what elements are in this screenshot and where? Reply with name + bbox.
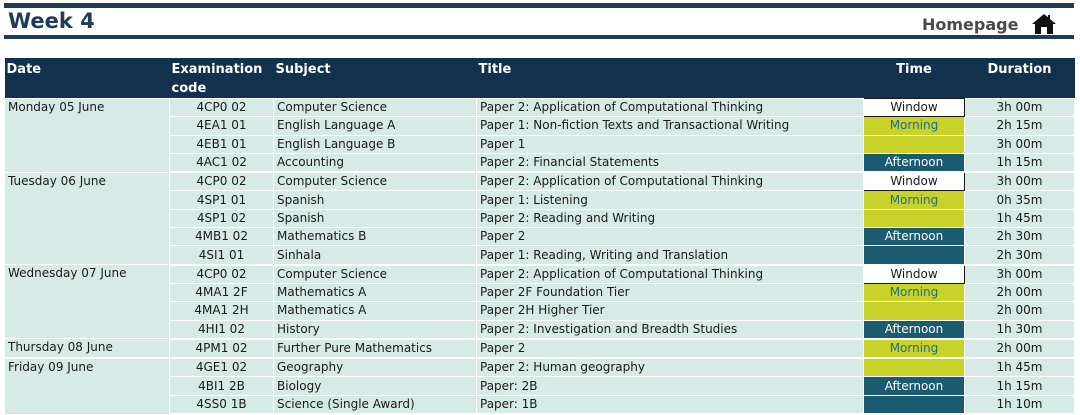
- cell-exam-code: 4CP0 02: [170, 265, 274, 284]
- cell-title: Paper 2: Application of Computational Thinking: [477, 172, 864, 191]
- cell-duration: 2h 00m: [965, 302, 1075, 320]
- cell-subject: Mathematics A: [274, 302, 477, 320]
- cell-title: Paper 2H Higher Tier: [477, 302, 864, 320]
- cell-time-afternoon: Afternoon: [864, 320, 965, 339]
- cell-subject: Mathematics A: [274, 283, 477, 301]
- cell-title: Paper 1: Non-fiction Texts and Transactional Writing: [477, 117, 864, 135]
- cell-duration: 2h 15m: [965, 117, 1075, 135]
- cell-time-afternoon: [864, 395, 965, 414]
- cell-time-morning: [864, 135, 965, 153]
- table-row: [5, 358, 1075, 377]
- cell-title: Paper 2: Investigation and Breadth Studies: [477, 320, 864, 339]
- cell-title: Paper 2: [477, 228, 864, 246]
- cell-exam-code: 4AC1 02: [170, 153, 274, 172]
- cell-title: Paper 2: Application of Computational Thinking: [477, 99, 864, 117]
- cell-title: Paper 1: Reading, Writing and Translation: [477, 246, 864, 265]
- cell-date: Tuesday 06 June: [5, 172, 170, 264]
- cell-exam-code: 4MA1 2F: [170, 283, 274, 301]
- cell-exam-code: 4SS0 1B: [170, 395, 274, 414]
- cell-time-morning: [864, 302, 965, 320]
- cell-time-morning: Morning: [864, 339, 965, 358]
- header-bottom-rule: [4, 35, 1074, 39]
- cell-duration: 1h 10m: [965, 395, 1075, 414]
- cell-duration: 2h 00m: [965, 283, 1075, 301]
- cell-time-morning: [864, 209, 965, 227]
- col-header-title: Title: [477, 58, 864, 99]
- col-header-duration: Duration: [965, 58, 1075, 99]
- cell-subject: Computer Science: [274, 172, 477, 191]
- cell-time-afternoon: [864, 246, 965, 265]
- cell-duration: 3h 00m: [965, 265, 1075, 284]
- header-top-rule: [4, 3, 1074, 8]
- cell-subject: Geography: [274, 358, 477, 377]
- cell-title: Paper: 1B: [477, 395, 864, 414]
- cell-subject: Further Pure Mathematics: [274, 339, 477, 358]
- cell-date: Thursday 08 June: [5, 339, 170, 358]
- cell-time-afternoon: Afternoon: [864, 153, 965, 172]
- cell-duration: 3h 00m: [965, 99, 1075, 117]
- table-header-row: [5, 58, 1075, 99]
- cell-time-window: Window: [864, 172, 965, 191]
- cell-title: Paper 2: Financial Statements: [477, 153, 864, 172]
- cell-title: Paper: 2B: [477, 377, 864, 395]
- cell-duration: 0h 35m: [965, 191, 1075, 209]
- exam-timetable: [4, 58, 1075, 415]
- cell-exam-code: 4CP0 02: [170, 172, 274, 191]
- cell-duration: 3h 00m: [965, 172, 1075, 191]
- cell-exam-code: 4PM1 02: [170, 339, 274, 358]
- col-header-subject: Subject: [274, 58, 477, 99]
- cell-exam-code: 4HI1 02: [170, 320, 274, 339]
- cell-subject: Computer Science: [274, 265, 477, 284]
- cell-time-morning: [864, 358, 965, 377]
- col-header-time: Time: [864, 58, 965, 99]
- cell-date: Wednesday 07 June: [5, 265, 170, 339]
- cell-duration: 3h 00m: [965, 135, 1075, 153]
- table-row: [5, 172, 1075, 191]
- cell-exam-code: 4SP1 02: [170, 209, 274, 227]
- cell-subject: Sinhala: [274, 246, 477, 265]
- cell-duration: 1h 45m: [965, 209, 1075, 227]
- cell-duration: 1h 15m: [965, 153, 1075, 172]
- cell-duration: 2h 00m: [965, 339, 1075, 358]
- cell-subject: Biology: [274, 377, 477, 395]
- cell-time-afternoon: Afternoon: [864, 228, 965, 246]
- cell-duration: 1h 30m: [965, 320, 1075, 339]
- cell-subject: Accounting: [274, 153, 477, 172]
- cell-time-morning: Morning: [864, 283, 965, 301]
- cell-duration: 1h 15m: [965, 377, 1075, 395]
- cell-subject: Spanish: [274, 191, 477, 209]
- homepage-link[interactable]: Homepage: [922, 15, 1019, 34]
- cell-exam-code: 4SI1 01: [170, 246, 274, 265]
- table-row: [5, 99, 1075, 117]
- cell-subject: Spanish: [274, 209, 477, 227]
- cell-exam-code: 4EB1 01: [170, 135, 274, 153]
- cell-subject: English Language A: [274, 117, 477, 135]
- cell-exam-code: 4MB1 02: [170, 228, 274, 246]
- cell-title: Paper 1: [477, 135, 864, 153]
- cell-date: Monday 05 June: [5, 99, 170, 173]
- table-row: [5, 265, 1075, 284]
- cell-time-morning: Morning: [864, 191, 965, 209]
- cell-duration: 1h 45m: [965, 358, 1075, 377]
- cell-title: Paper 2: Application of Computational Thinking: [477, 265, 864, 284]
- cell-duration: 2h 30m: [965, 246, 1075, 265]
- cell-exam-code: 4EA1 01: [170, 117, 274, 135]
- cell-subject: English Language B: [274, 135, 477, 153]
- cell-title: Paper 1: Listening: [477, 191, 864, 209]
- cell-subject: Computer Science: [274, 99, 477, 117]
- cell-title: Paper 2: Reading and Writing: [477, 209, 864, 227]
- home-icon[interactable]: [1031, 12, 1057, 36]
- cell-subject: Mathematics B: [274, 228, 477, 246]
- cell-title: Paper 2: Human geography: [477, 358, 864, 377]
- cell-time-afternoon: Afternoon: [864, 377, 965, 395]
- col-header-exam-code: Examination code: [170, 58, 274, 99]
- cell-exam-code: 4SP1 01: [170, 191, 274, 209]
- cell-time-morning: Morning: [864, 117, 965, 135]
- cell-exam-code: 4CP0 02: [170, 99, 274, 117]
- cell-time-window: Window: [864, 265, 965, 284]
- col-header-date: Date: [5, 58, 170, 99]
- page-title: Week 4: [8, 9, 95, 33]
- cell-exam-code: 4MA1 2H: [170, 302, 274, 320]
- cell-time-window: Window: [864, 99, 965, 117]
- cell-subject: History: [274, 320, 477, 339]
- table-row: [5, 339, 1075, 358]
- cell-exam-code: 4BI1 2B: [170, 377, 274, 395]
- cell-duration: 2h 30m: [965, 228, 1075, 246]
- cell-title: Paper 2: [477, 339, 864, 358]
- cell-title: Paper 2F Foundation Tier: [477, 283, 864, 301]
- cell-exam-code: 4GE1 02: [170, 358, 274, 377]
- cell-date: Friday 09 June: [5, 358, 170, 414]
- cell-subject: Science (Single Award): [274, 395, 477, 414]
